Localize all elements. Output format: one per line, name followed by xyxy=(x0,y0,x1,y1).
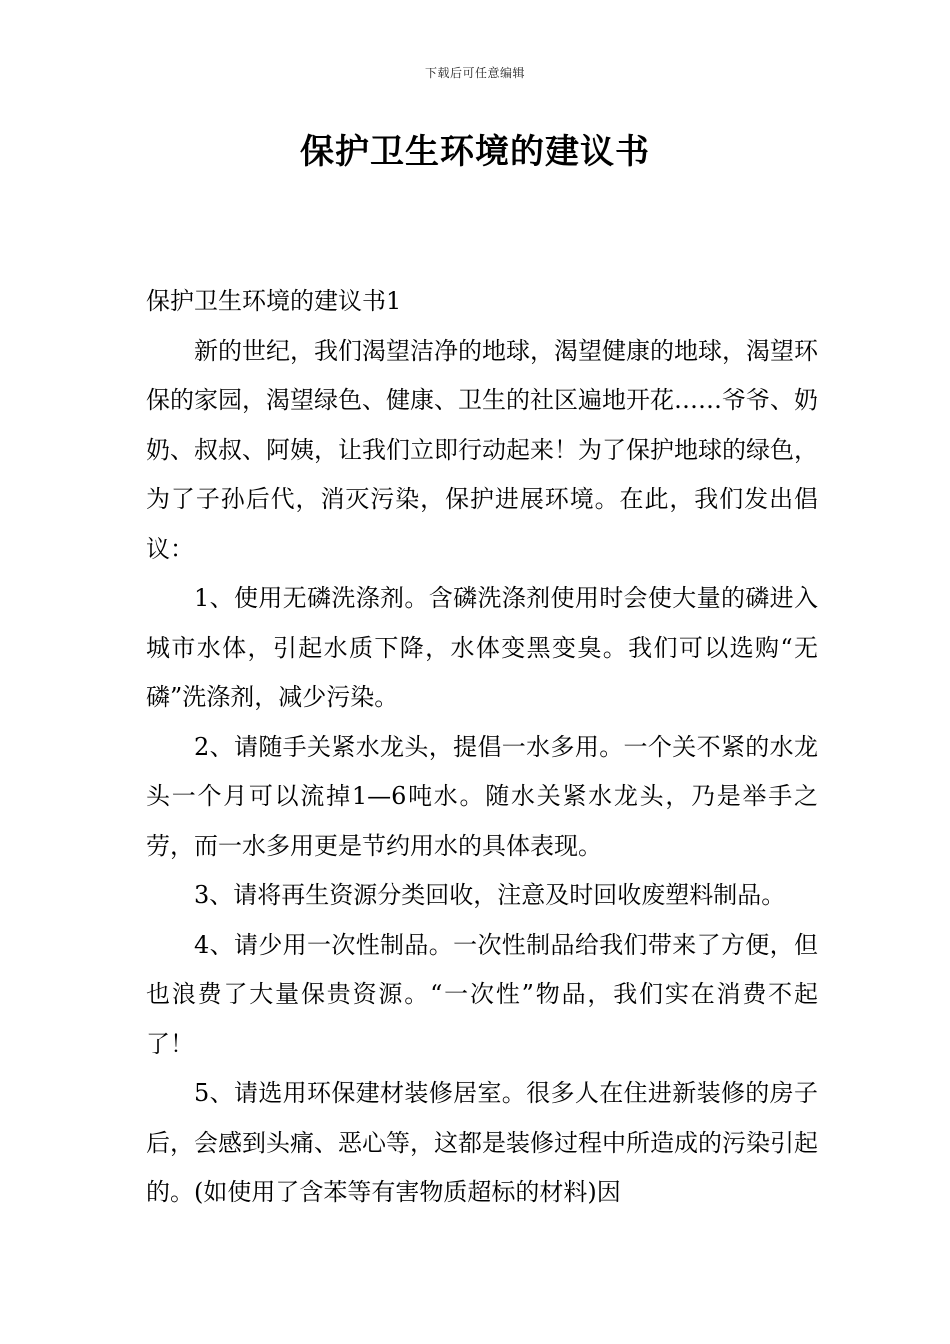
document-body xyxy=(146,277,818,1218)
paragraph-item-2: 2、请随手关紧水龙头，提倡一水多用。一个关不紧的水龙头一个月可以流掉1—6吨水。随水关紧水龙头，乃是举手之劳，而一水多用更是节约用水的具体表现。 xyxy=(146,732,818,860)
document-title: 保护卫生环境的建议书 xyxy=(300,132,650,172)
paragraph-intro: 新的世纪，我们渴望洁净的地球，渴望健康的地球，渴望环保的家园，渴望绿色、健康、卫生的社区遍地开花……爷爷、奶奶、叔叔、阿姨，让我们立即行动起来！为了保护地球的绿色，为了子孙后代，消灭污染，保护进展环境。在此，我们发出倡议： xyxy=(146,336,818,563)
page-header-note: 下载后可任意编辑 xyxy=(424,66,525,80)
paragraph-item-5: 5、请选用环保建材装修居室。很多人在住进新装修的房子后，会感到头痛、恶心等，这都是装修过程中所造成的污染引起的。(如使用了含苯等有害物质超标的材料)因 xyxy=(146,1079,818,1206)
paragraph-item-4: 4、请少用一次性制品。一次性制品给我们带来了方便，但也浪费了大量保贵资源。“一次性”物品，我们实在消费不起了！ xyxy=(146,930,818,1058)
paragraph-item-3: 3、请将再生资源分类回收，注意及时回收废塑料制品。 xyxy=(194,881,786,909)
section-heading: 保护卫生环境的建议书1 xyxy=(146,287,402,315)
paragraph-item-1: 1、使用无磷洗涤剂。含磷洗涤剂使用时会使大量的磷进入城市水体，引起水质下降，水体变黑变臭。我们可以选购“无磷”洗涤剂，减少污染。 xyxy=(146,584,818,711)
